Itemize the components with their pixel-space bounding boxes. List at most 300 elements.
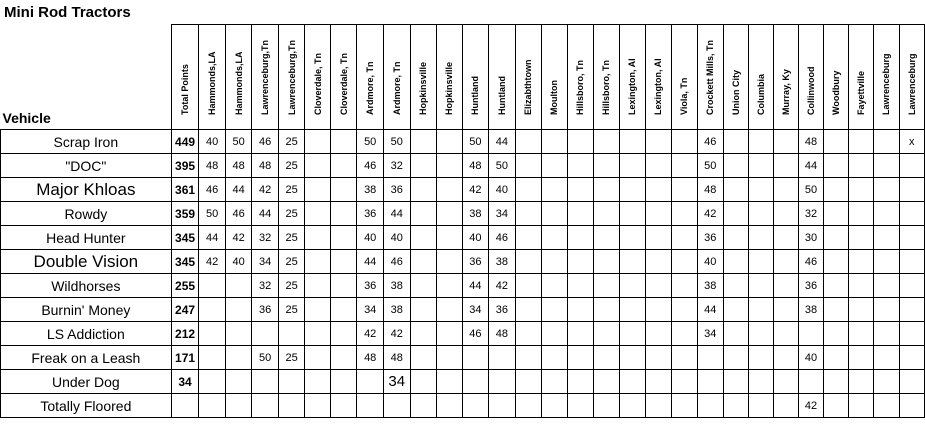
- column-label: Moulton: [549, 80, 560, 115]
- score-cell: 30: [798, 226, 824, 250]
- score-cell: 36: [252, 298, 278, 322]
- score-cell: [748, 154, 773, 178]
- venue-header: [278, 25, 304, 130]
- score-cell: [225, 346, 251, 370]
- score-cell: [331, 274, 357, 298]
- score-cell: [436, 394, 462, 418]
- score-cell: [697, 370, 723, 394]
- score-cell: 42: [199, 250, 225, 274]
- score-cell: 46: [462, 322, 488, 346]
- venue-header: [619, 25, 645, 130]
- score-cell: [567, 154, 593, 178]
- score-cell: 40: [489, 178, 515, 202]
- vehicle-name: "DOC": [1, 154, 172, 178]
- score-cell: [225, 274, 251, 298]
- score-cell: [225, 298, 251, 322]
- score-cell: 40: [798, 346, 824, 370]
- venue-header: [515, 25, 541, 130]
- score-cell: [225, 322, 251, 346]
- column-label: Hopkinsville: [418, 61, 429, 115]
- score-cell: 32: [798, 202, 824, 226]
- score-cell: 36: [798, 274, 824, 298]
- score-cell: [899, 322, 924, 346]
- score-cell: x: [899, 130, 924, 154]
- score-cell: 34: [357, 298, 383, 322]
- score-cell: 42: [357, 322, 383, 346]
- column-label: Lexington, Al: [627, 58, 638, 115]
- score-cell: [305, 226, 331, 250]
- score-cell: 25: [278, 202, 304, 226]
- score-cell: [671, 202, 697, 226]
- score-cell: [410, 274, 436, 298]
- score-cell: [723, 394, 748, 418]
- score-cell: 40: [462, 226, 488, 250]
- score-cell: [748, 370, 773, 394]
- column-label: Hammonds,LA: [207, 51, 218, 115]
- score-cell: 46: [357, 154, 383, 178]
- score-cell: [278, 394, 304, 418]
- score-cell: [671, 130, 697, 154]
- score-cell: [515, 346, 541, 370]
- column-label: Collinwood: [806, 66, 817, 115]
- score-cell: [593, 346, 619, 370]
- score-cell: [824, 130, 849, 154]
- score-cell: [849, 130, 874, 154]
- score-cell: 44: [697, 298, 723, 322]
- score-cell: [645, 250, 671, 274]
- score-cell: [773, 346, 798, 370]
- sheet-title: Mini Rod Tractors: [4, 4, 131, 21]
- column-label: Hopkinsville: [444, 61, 455, 115]
- score-cell: [410, 394, 436, 418]
- vehicle-name: LS Addiction: [1, 322, 172, 346]
- score-cell: [671, 226, 697, 250]
- score-cell: [515, 322, 541, 346]
- score-cell: [874, 250, 899, 274]
- score-cell: 38: [383, 274, 410, 298]
- score-cell: 44: [252, 202, 278, 226]
- score-cell: 25: [278, 274, 304, 298]
- score-cell: [410, 178, 436, 202]
- venue-header: [410, 25, 436, 130]
- total-points-header: [171, 25, 199, 130]
- score-cell: [773, 274, 798, 298]
- score-cell: [593, 154, 619, 178]
- total-points: [171, 394, 199, 418]
- score-cell: [567, 178, 593, 202]
- score-cell: [773, 202, 798, 226]
- score-cell: [773, 322, 798, 346]
- venue-header: [541, 25, 567, 130]
- column-label: Huntland: [470, 76, 481, 115]
- score-cell: [723, 178, 748, 202]
- score-cell: [593, 178, 619, 202]
- score-cell: [593, 202, 619, 226]
- score-cell: [436, 322, 462, 346]
- score-cell: 42: [252, 178, 278, 202]
- score-cell: [645, 154, 671, 178]
- table-row: [1, 274, 925, 298]
- score-cell: [305, 322, 331, 346]
- score-cell: [849, 394, 874, 418]
- score-cell: [748, 250, 773, 274]
- score-cell: [541, 346, 567, 370]
- score-cell: 50: [697, 154, 723, 178]
- score-cell: [436, 226, 462, 250]
- score-cell: [773, 130, 798, 154]
- venue-header: [199, 25, 225, 130]
- score-cell: [849, 250, 874, 274]
- total-points: 395: [171, 154, 199, 178]
- table-row: [1, 346, 925, 370]
- score-cell: [331, 250, 357, 274]
- total-points: 34: [171, 370, 199, 394]
- score-cell: [798, 322, 824, 346]
- score-cell: 44: [489, 130, 515, 154]
- score-cell: 48: [225, 154, 251, 178]
- score-cell: [671, 178, 697, 202]
- score-cell: 38: [357, 178, 383, 202]
- score-cell: 46: [697, 130, 723, 154]
- venue-header: [593, 25, 619, 130]
- total-points: 345: [171, 250, 199, 274]
- score-cell: 38: [798, 298, 824, 322]
- score-cell: [436, 130, 462, 154]
- table-row: [1, 394, 925, 418]
- score-cell: [645, 178, 671, 202]
- score-cell: [645, 130, 671, 154]
- score-cell: [723, 370, 748, 394]
- score-cell: [541, 394, 567, 418]
- score-cell: 48: [798, 130, 824, 154]
- vehicle-name: Rowdy: [1, 202, 172, 226]
- venue-header: [824, 25, 849, 130]
- score-cell: [305, 250, 331, 274]
- score-cell: [899, 226, 924, 250]
- score-cell: [331, 394, 357, 418]
- score-cell: [723, 202, 748, 226]
- score-cell: 48: [489, 322, 515, 346]
- score-cell: [899, 346, 924, 370]
- score-cell: [619, 346, 645, 370]
- score-cell: 48: [462, 154, 488, 178]
- score-cell: 44: [462, 274, 488, 298]
- total-points: 345: [171, 226, 199, 250]
- score-cell: [515, 154, 541, 178]
- score-cell: [874, 178, 899, 202]
- score-cell: [748, 178, 773, 202]
- score-cell: 38: [489, 250, 515, 274]
- score-cell: [645, 370, 671, 394]
- column-label: Viola, Tn: [679, 77, 690, 115]
- table-row: [1, 322, 925, 346]
- score-cell: 40: [225, 250, 251, 274]
- score-cell: 36: [489, 298, 515, 322]
- score-cell: [773, 394, 798, 418]
- score-cell: 48: [383, 346, 410, 370]
- score-cell: [849, 274, 874, 298]
- score-cell: 50: [225, 130, 251, 154]
- score-cell: [723, 298, 748, 322]
- score-cell: [874, 202, 899, 226]
- score-cell: [723, 274, 748, 298]
- column-label: Ardmore, Tn: [365, 61, 376, 115]
- table-row: [1, 178, 925, 202]
- total-points: 171: [171, 346, 199, 370]
- score-cell: [671, 370, 697, 394]
- score-cell: [874, 322, 899, 346]
- score-cell: [515, 298, 541, 322]
- score-cell: [541, 130, 567, 154]
- score-cell: [619, 178, 645, 202]
- table-row: [1, 370, 925, 394]
- score-cell: [515, 130, 541, 154]
- score-cell: [383, 394, 410, 418]
- score-cell: [515, 274, 541, 298]
- column-label: Lawrenceburg,Tn: [260, 39, 271, 115]
- total-points: 212: [171, 322, 199, 346]
- column-label: Hillsboro, Tn: [575, 60, 586, 115]
- score-cell: [515, 226, 541, 250]
- score-cell: [462, 394, 488, 418]
- score-cell: [515, 250, 541, 274]
- score-cell: [331, 322, 357, 346]
- score-cell: [331, 202, 357, 226]
- score-cell: [489, 370, 515, 394]
- score-cell: [849, 154, 874, 178]
- score-cell: [305, 154, 331, 178]
- score-cell: [824, 394, 849, 418]
- score-cell: [773, 370, 798, 394]
- score-cell: 40: [199, 130, 225, 154]
- score-cell: 36: [383, 178, 410, 202]
- score-cell: [305, 202, 331, 226]
- score-cell: 32: [252, 274, 278, 298]
- score-cell: [671, 298, 697, 322]
- score-cell: 46: [252, 130, 278, 154]
- venue-header: [567, 25, 593, 130]
- venue-header: [489, 25, 515, 130]
- score-cell: [619, 394, 645, 418]
- score-cell: 42: [489, 274, 515, 298]
- score-cell: 38: [383, 298, 410, 322]
- score-cell: 50: [252, 346, 278, 370]
- score-cell: [824, 202, 849, 226]
- score-cell: 34: [697, 322, 723, 346]
- score-cell: [305, 274, 331, 298]
- score-cell: [410, 370, 436, 394]
- standings-table: [0, 24, 925, 418]
- score-cell: 25: [278, 178, 304, 202]
- score-cell: 25: [278, 250, 304, 274]
- score-cell: [899, 394, 924, 418]
- score-cell: [824, 154, 849, 178]
- venue-header: [849, 25, 874, 130]
- score-cell: [645, 346, 671, 370]
- score-cell: 46: [489, 226, 515, 250]
- score-cell: [593, 394, 619, 418]
- score-cell: [278, 322, 304, 346]
- score-cell: 42: [697, 202, 723, 226]
- score-cell: [567, 250, 593, 274]
- score-cell: 36: [462, 250, 488, 274]
- venue-header: [357, 25, 383, 130]
- score-cell: [899, 154, 924, 178]
- score-cell: 44: [357, 250, 383, 274]
- score-cell: [541, 154, 567, 178]
- score-cell: [331, 370, 357, 394]
- score-cell: 46: [199, 178, 225, 202]
- score-cell: [748, 346, 773, 370]
- score-cell: 44: [383, 202, 410, 226]
- score-cell: [619, 298, 645, 322]
- score-cell: [305, 178, 331, 202]
- score-cell: [410, 202, 436, 226]
- score-cell: [619, 274, 645, 298]
- score-cell: [697, 346, 723, 370]
- score-cell: [824, 322, 849, 346]
- score-cell: 25: [278, 346, 304, 370]
- score-cell: 40: [383, 226, 410, 250]
- score-cell: [305, 346, 331, 370]
- venue-header: [874, 25, 899, 130]
- score-cell: [874, 298, 899, 322]
- score-cell: [199, 370, 225, 394]
- score-cell: [874, 154, 899, 178]
- vehicle-name: Major Khloas: [1, 178, 172, 202]
- score-cell: [773, 250, 798, 274]
- venue-header: [748, 25, 773, 130]
- venue-header: [331, 25, 357, 130]
- score-cell: [748, 394, 773, 418]
- venue-header: [798, 25, 824, 130]
- score-cell: [567, 274, 593, 298]
- score-cell: 50: [798, 178, 824, 202]
- score-cell: [462, 370, 488, 394]
- score-cell: 50: [462, 130, 488, 154]
- score-cell: [567, 226, 593, 250]
- score-cell: [748, 130, 773, 154]
- score-cell: 25: [278, 154, 304, 178]
- score-cell: [305, 298, 331, 322]
- score-cell: 50: [489, 154, 515, 178]
- score-cell: [671, 394, 697, 418]
- score-cell: [723, 250, 748, 274]
- total-points: 449: [171, 130, 199, 154]
- score-cell: 42: [225, 226, 251, 250]
- column-label: Huntland: [496, 76, 507, 115]
- score-cell: [515, 178, 541, 202]
- table-row: [1, 154, 925, 178]
- score-cell: [671, 274, 697, 298]
- score-cell: [593, 226, 619, 250]
- score-cell: [225, 394, 251, 418]
- table-row: [1, 202, 925, 226]
- score-cell: [331, 346, 357, 370]
- score-cell: [593, 250, 619, 274]
- score-cell: [567, 346, 593, 370]
- score-cell: [331, 154, 357, 178]
- column-label: Fayettville: [856, 70, 867, 115]
- column-label: Hillsboro, Tn: [601, 60, 612, 115]
- score-cell: 32: [383, 154, 410, 178]
- table-row: [1, 130, 925, 154]
- score-cell: 42: [383, 322, 410, 346]
- score-cell: [849, 226, 874, 250]
- table-row: [1, 226, 925, 250]
- score-cell: 36: [357, 274, 383, 298]
- column-label: Lexington, Al: [653, 58, 664, 115]
- score-cell: [567, 202, 593, 226]
- score-cell: [671, 346, 697, 370]
- venue-header: [723, 25, 748, 130]
- score-cell: [436, 202, 462, 226]
- score-cell: [748, 274, 773, 298]
- score-cell: [849, 370, 874, 394]
- score-cell: [436, 154, 462, 178]
- score-cell: 40: [357, 226, 383, 250]
- score-cell: [645, 298, 671, 322]
- venue-header: [697, 25, 723, 130]
- score-cell: [410, 346, 436, 370]
- score-cell: [849, 322, 874, 346]
- score-cell: [773, 154, 798, 178]
- score-cell: [410, 250, 436, 274]
- score-cell: [593, 274, 619, 298]
- score-cell: [824, 250, 849, 274]
- table-row: [1, 250, 925, 274]
- score-cell: [410, 298, 436, 322]
- column-label: Lawrenceburg: [906, 53, 917, 115]
- score-cell: [436, 370, 462, 394]
- score-cell: [567, 370, 593, 394]
- score-cell: [199, 298, 225, 322]
- score-cell: [874, 346, 899, 370]
- score-cell: [874, 394, 899, 418]
- score-cell: [874, 274, 899, 298]
- score-cell: [645, 226, 671, 250]
- venue-header: [645, 25, 671, 130]
- column-label: Ardmore, Tn: [391, 61, 402, 115]
- score-cell: [773, 298, 798, 322]
- venue-header: [899, 25, 924, 130]
- score-cell: [619, 130, 645, 154]
- score-cell: [849, 202, 874, 226]
- score-cell: [798, 370, 824, 394]
- score-cell: [723, 130, 748, 154]
- column-label: Lawrenceburg: [881, 53, 892, 115]
- score-cell: [899, 298, 924, 322]
- score-cell: [645, 394, 671, 418]
- score-cell: [671, 154, 697, 178]
- score-cell: 25: [278, 298, 304, 322]
- score-cell: 50: [357, 130, 383, 154]
- vehicle-name: Under Dog: [1, 370, 172, 394]
- column-label: Elizabthtown: [523, 59, 534, 115]
- score-cell: 34: [252, 250, 278, 274]
- score-cell: [748, 202, 773, 226]
- score-cell: [773, 178, 798, 202]
- column-label: Total Points: [180, 64, 191, 115]
- score-cell: 36: [697, 226, 723, 250]
- venue-header: [671, 25, 697, 130]
- score-cell: [899, 178, 924, 202]
- score-cell: [305, 130, 331, 154]
- score-cell: [357, 370, 383, 394]
- score-cell: [252, 370, 278, 394]
- score-cell: [199, 346, 225, 370]
- score-cell: [593, 130, 619, 154]
